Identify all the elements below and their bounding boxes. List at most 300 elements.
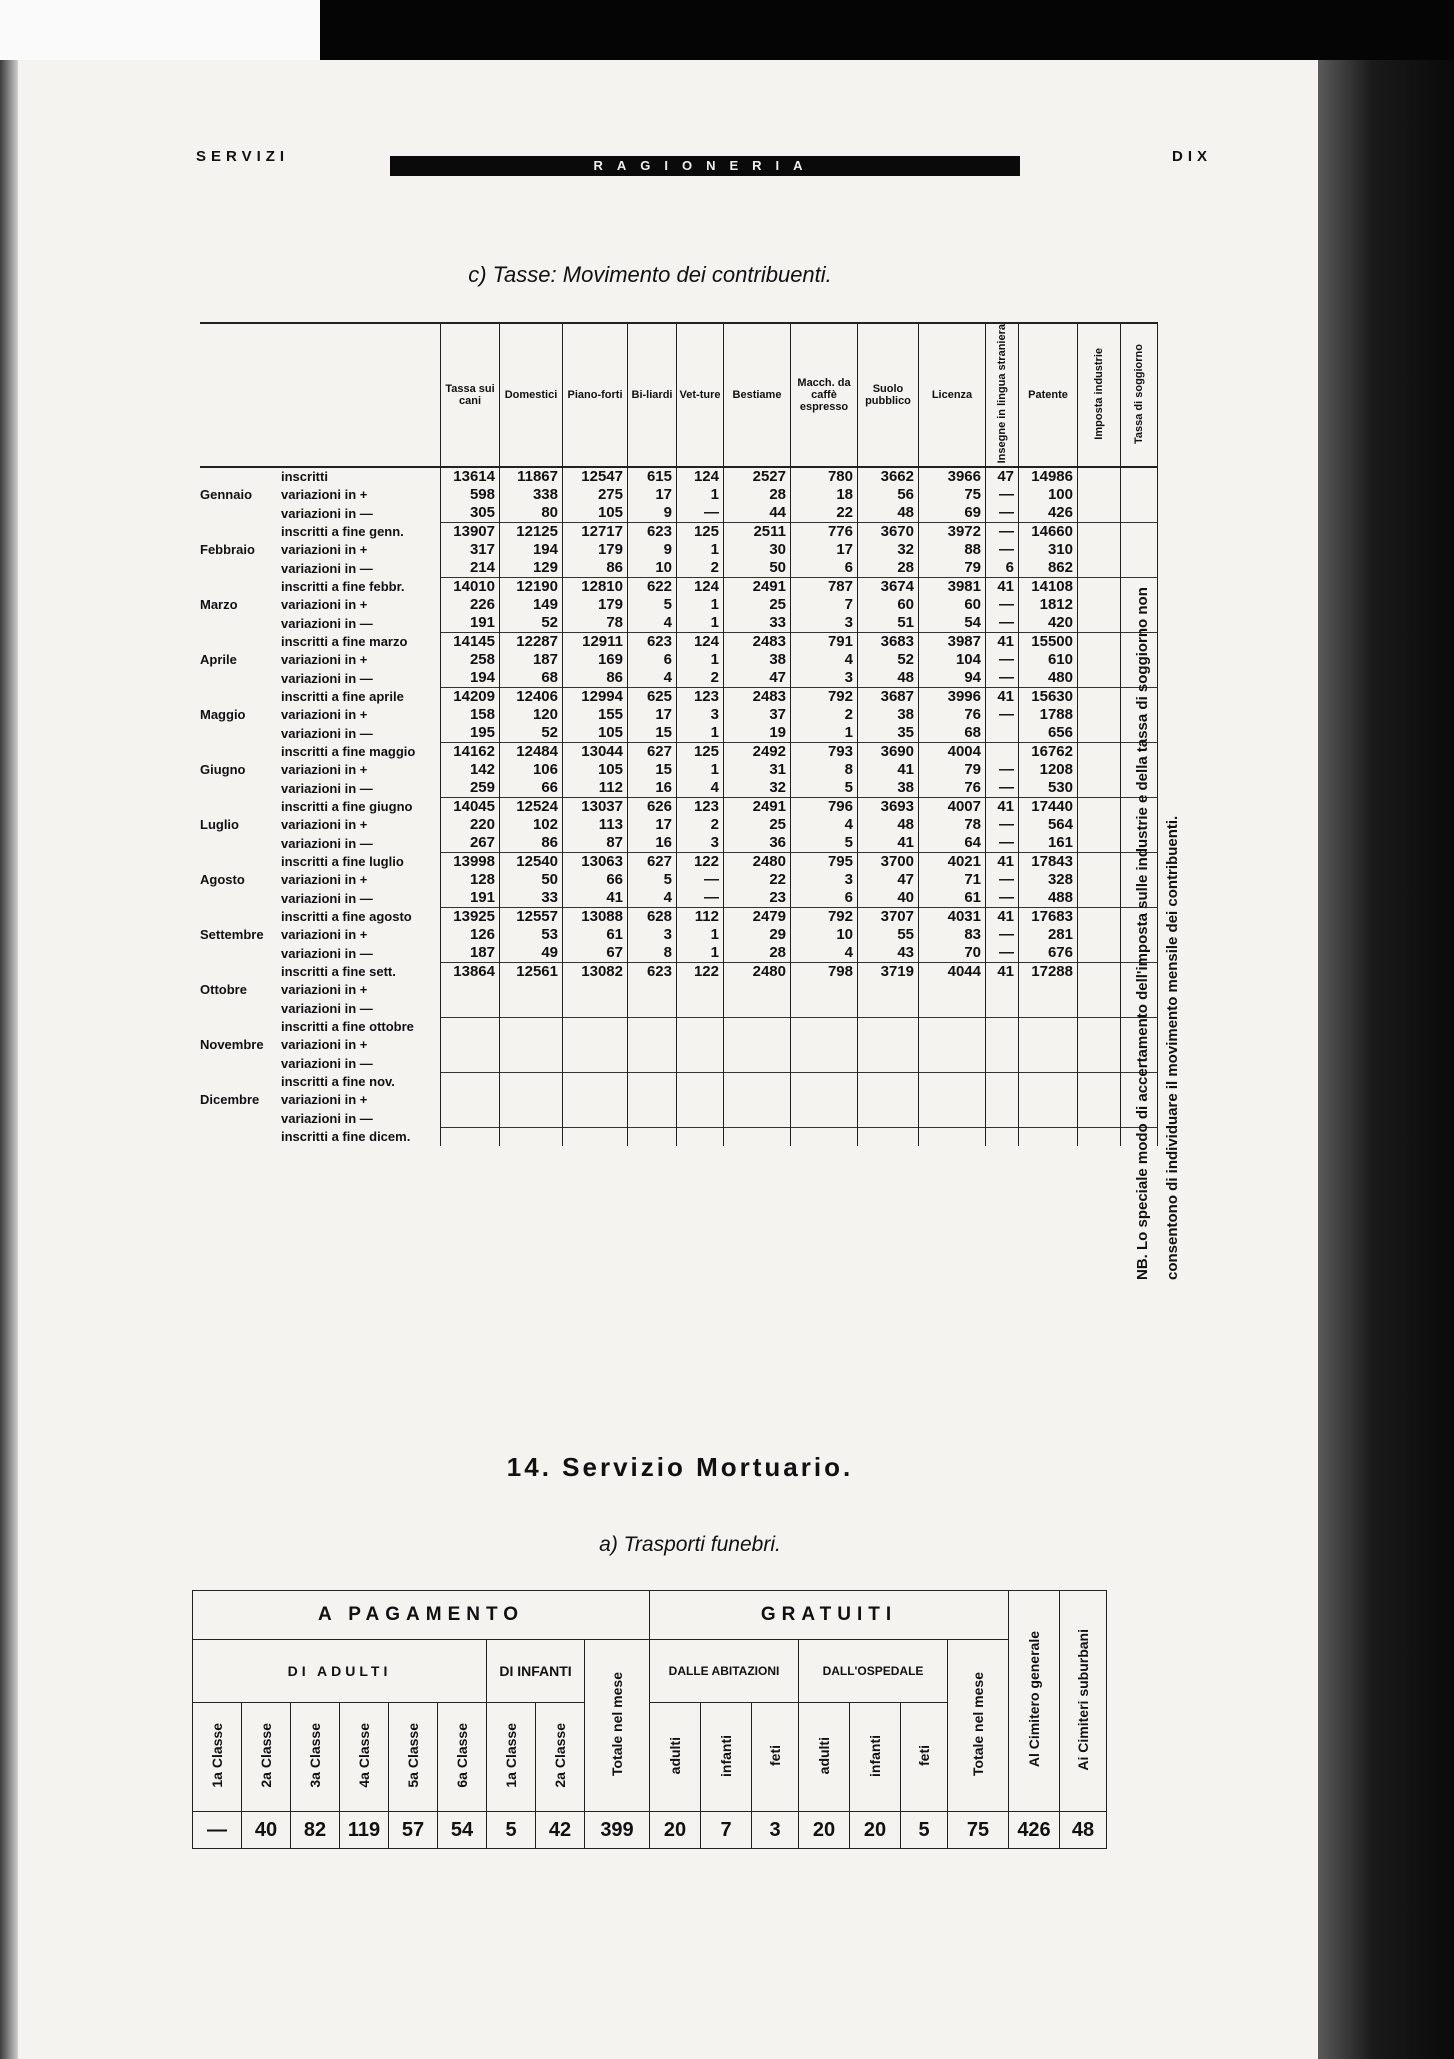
tax-value: 169	[563, 651, 628, 669]
funeral-col-header-text: Totale nel mese	[970, 1671, 986, 1776]
tax-value	[1078, 779, 1121, 798]
month-label	[200, 1128, 275, 1147]
tax-value	[1078, 523, 1121, 542]
tax-value: 33	[500, 889, 563, 908]
tax-value	[628, 1054, 677, 1073]
tax-row	[200, 596, 1158, 614]
tax-value: 17683	[1019, 908, 1078, 927]
tax-value: 626	[628, 798, 677, 817]
tax-value: 78	[919, 816, 986, 834]
funeral-value: 20	[850, 1812, 901, 1849]
tax-value	[677, 1091, 724, 1109]
tax-value: 2527	[724, 467, 791, 486]
row-label: variazioni in —	[275, 779, 441, 798]
tax-row	[200, 908, 1158, 927]
tax-value: 14660	[1019, 523, 1078, 542]
tax-value: 13864	[441, 963, 500, 982]
month-label	[200, 889, 275, 908]
funeral-col-header	[701, 1703, 752, 1812]
month-label: Ottobre	[200, 982, 247, 998]
tax-value: 2483	[724, 688, 791, 707]
tax-value	[1078, 614, 1121, 633]
tax-value: 776	[791, 523, 858, 542]
tax-value: 1	[677, 724, 724, 743]
tax-value	[1078, 1054, 1121, 1073]
tax-value: 106	[500, 761, 563, 779]
tax-value	[441, 1073, 500, 1092]
funeral-col-header-text: 5a Classe	[405, 1723, 421, 1788]
col-header-text: Insegne in lingua straniera	[996, 324, 1008, 464]
tax-value: 16	[628, 834, 677, 853]
funeral-col-header	[487, 1703, 536, 1812]
tax-value: 38	[724, 651, 791, 669]
row-label: inscritti	[275, 467, 441, 486]
row-label: variazioni in +	[275, 1091, 441, 1109]
tax-value: 53	[500, 926, 563, 944]
tax-value: 41	[986, 633, 1019, 652]
tax-value: 3966	[919, 467, 986, 486]
tax-value: 6	[791, 559, 858, 578]
tax-value	[791, 1054, 858, 1073]
tax-value: 61	[563, 926, 628, 944]
funeral-value: 5	[901, 1812, 948, 1849]
tax-value: 17	[628, 706, 677, 724]
tax-value	[628, 1036, 677, 1054]
row-label: variazioni in —	[275, 559, 441, 578]
tax-value: 795	[791, 853, 858, 872]
tax-value: 3719	[858, 963, 919, 982]
tax-value: 47	[724, 669, 791, 688]
funeral-col-header	[799, 1703, 850, 1812]
tax-value	[500, 1073, 563, 1092]
tax-value	[563, 999, 628, 1018]
tax-value: 28	[724, 944, 791, 963]
tax-value: 76	[919, 706, 986, 724]
tax-value: 17	[791, 541, 858, 559]
tax-row	[200, 779, 1158, 798]
tax-value	[724, 1036, 791, 1054]
tax-value: 75	[919, 486, 986, 504]
tax-value: 627	[628, 853, 677, 872]
funeral-col-header-text: Al Cimitero generale	[1026, 1631, 1042, 1768]
tax-value: 656	[1019, 724, 1078, 743]
tax-value: 226	[441, 596, 500, 614]
row-label: inscritti a fine febbr.	[275, 578, 441, 597]
month-label: Giugno	[200, 762, 246, 778]
tax-value	[1078, 578, 1121, 597]
tax-value: 66	[500, 779, 563, 798]
tax-value: 3683	[858, 633, 919, 652]
tax-value: —	[986, 651, 1019, 669]
tax-value	[1078, 1109, 1121, 1128]
tax-value: 3	[628, 926, 677, 944]
tax-value	[858, 1073, 919, 1092]
month-label	[200, 963, 275, 982]
funeral-col-header-text: 2a Classe	[258, 1723, 274, 1788]
tax-value	[441, 1054, 500, 1073]
tax-row	[200, 761, 1158, 779]
tax-value	[1078, 1128, 1121, 1147]
funeral-col-header-text: infanti	[718, 1734, 734, 1777]
tax-value	[1121, 541, 1158, 559]
funeral-col-header-text: 4a Classe	[356, 1723, 372, 1788]
tax-value: 2	[677, 559, 724, 578]
tax-value: 76	[919, 779, 986, 798]
month-label	[200, 669, 275, 688]
tax-value	[441, 999, 500, 1018]
tax-value: 35	[858, 724, 919, 743]
tax-value	[986, 724, 1019, 743]
tax-value: 792	[791, 908, 858, 927]
tax-value: 17440	[1019, 798, 1078, 817]
row-label: variazioni in +	[275, 541, 441, 559]
tax-value	[791, 1018, 858, 1037]
month-label	[200, 724, 275, 743]
tax-value: 52	[500, 724, 563, 743]
tax-value: 862	[1019, 559, 1078, 578]
tax-row	[200, 724, 1158, 743]
tax-value	[919, 1073, 986, 1092]
tax-value	[919, 981, 986, 999]
tax-value: 15	[628, 724, 677, 743]
tax-value: 2483	[724, 633, 791, 652]
col-header	[1078, 323, 1121, 467]
tax-value	[1078, 889, 1121, 908]
tax-value	[1019, 1054, 1078, 1073]
tax-value: 780	[791, 467, 858, 486]
row-label: variazioni in —	[275, 834, 441, 853]
tax-value: 480	[1019, 669, 1078, 688]
row-label: variazioni in +	[275, 871, 441, 889]
tax-value: 6	[791, 889, 858, 908]
tax-value: —	[986, 614, 1019, 633]
funeral-col-header-text: Totale nel mese	[609, 1671, 625, 1776]
funeral-col-header	[291, 1703, 340, 1812]
tax-value: 16762	[1019, 743, 1078, 762]
tax-value: 1	[677, 651, 724, 669]
tax-value: 12287	[500, 633, 563, 652]
tax-row	[200, 798, 1158, 817]
funeral-col-header-text: 6a Classe	[454, 1723, 470, 1788]
tax-value: 4	[791, 944, 858, 963]
funeral-col-header	[850, 1703, 901, 1812]
tax-value	[986, 1036, 1019, 1054]
funeral-value: 42	[536, 1812, 585, 1849]
row-label: variazioni in —	[275, 614, 441, 633]
month-label	[200, 523, 275, 542]
tax-value	[1078, 798, 1121, 817]
tax-value: 32	[858, 541, 919, 559]
funeral-col-header-text: 1a Classe	[209, 1723, 225, 1788]
tax-value	[628, 1091, 677, 1109]
tax-value: 2491	[724, 798, 791, 817]
tax-value	[986, 981, 1019, 999]
funeral-table-title: a) Trasporti funebri.	[599, 1533, 781, 1556]
tax-value: 3	[677, 834, 724, 853]
col-header	[1121, 323, 1158, 467]
row-label: inscritti a fine nov.	[275, 1073, 441, 1092]
month-label	[200, 1109, 275, 1128]
tax-value: 13925	[441, 908, 500, 927]
tax-value: 317	[441, 541, 500, 559]
tax-value: 12994	[563, 688, 628, 707]
tax-value: 310	[1019, 541, 1078, 559]
tax-value	[1019, 1091, 1078, 1109]
tax-value: 5	[791, 779, 858, 798]
row-label: variazioni in —	[275, 889, 441, 908]
tax-row	[200, 633, 1158, 652]
tax-value	[1078, 1073, 1121, 1092]
funeral-value: 426	[1009, 1812, 1060, 1849]
tax-value: —	[986, 926, 1019, 944]
tax-row	[200, 834, 1158, 853]
tax-value: 3	[791, 614, 858, 633]
tax-value: 100	[1019, 486, 1078, 504]
tax-value: 15630	[1019, 688, 1078, 707]
tax-value	[628, 1109, 677, 1128]
month-label: Dicembre	[200, 1092, 260, 1108]
tax-value: 38	[858, 706, 919, 724]
tax-value: 2	[791, 706, 858, 724]
tax-row	[200, 578, 1158, 597]
tax-value: 1	[677, 926, 724, 944]
tax-value: —	[986, 944, 1019, 963]
tax-value	[858, 1018, 919, 1037]
tax-value: 14986	[1019, 467, 1078, 486]
tax-value: 32	[724, 779, 791, 798]
funeral-col-header	[438, 1703, 487, 1812]
tax-value: 9	[628, 541, 677, 559]
tax-value	[1078, 486, 1121, 504]
tax-value: 194	[500, 541, 563, 559]
tax-value: 615	[628, 467, 677, 486]
funeral-value: 119	[340, 1812, 389, 1849]
tax-value: 17	[628, 486, 677, 504]
tax-value: 3662	[858, 467, 919, 486]
tax-value: 2480	[724, 853, 791, 872]
tax-value: —	[986, 871, 1019, 889]
tax-value	[791, 1091, 858, 1109]
funeral-col-header	[193, 1703, 242, 1812]
tax-value: 2479	[724, 908, 791, 927]
tax-value	[919, 1091, 986, 1109]
funeral-value: 20	[799, 1812, 850, 1849]
tax-table-title: c) Tasse: Movimento dei contribuenti.	[468, 262, 832, 287]
funeral-col-header-text: feti	[767, 1745, 783, 1766]
tax-value: 3700	[858, 853, 919, 872]
tax-value: 52	[858, 651, 919, 669]
tax-value	[441, 1036, 500, 1054]
tax-value: 267	[441, 834, 500, 853]
tax-value: 9	[628, 504, 677, 523]
tax-row	[200, 504, 1158, 523]
tax-row	[200, 706, 1158, 724]
tax-value	[677, 1054, 724, 1073]
tax-row	[200, 541, 1158, 559]
tax-value	[500, 1109, 563, 1128]
row-label: variazioni in —	[275, 724, 441, 743]
tax-value	[858, 1036, 919, 1054]
tax-value	[628, 1073, 677, 1092]
col-header: Licenza	[919, 323, 986, 467]
tax-value	[1078, 981, 1121, 999]
tax-value	[1078, 926, 1121, 944]
tax-value: 791	[791, 633, 858, 652]
tax-value: —	[677, 871, 724, 889]
tax-value: 79	[919, 761, 986, 779]
tax-value	[1019, 1018, 1078, 1037]
tax-value: 3690	[858, 743, 919, 762]
paid-header: A PAGAMENTO	[193, 1591, 650, 1640]
month-label	[200, 779, 275, 798]
tax-value: 50	[724, 559, 791, 578]
row-label: variazioni in +	[275, 761, 441, 779]
month-label: Agosto	[200, 872, 245, 888]
tax-value: 33	[724, 614, 791, 633]
tax-value	[724, 1128, 791, 1147]
tax-value	[1078, 963, 1121, 982]
tax-value	[919, 1054, 986, 1073]
tax-value: —	[986, 706, 1019, 724]
tax-row	[200, 871, 1158, 889]
tax-value	[858, 999, 919, 1018]
tax-value	[919, 1018, 986, 1037]
tax-value	[1078, 688, 1121, 707]
tax-note: NB. Lo speciale modo di accertamento dell'imposta sulle industrie e della tassa di soggiorno non consentono di individuare il movimento mensile dei contribuenti.	[1134, 587, 1181, 1280]
tax-table-body	[200, 467, 1158, 1146]
col-header: Piano-forti	[563, 323, 628, 467]
row-label: variazioni in —	[275, 944, 441, 963]
tax-value	[986, 743, 1019, 762]
tax-value: 88	[919, 541, 986, 559]
tax-value	[791, 981, 858, 999]
tax-value: 2492	[724, 743, 791, 762]
tax-value: 128	[441, 871, 500, 889]
funeral-value: —	[193, 1812, 242, 1849]
tax-value: 1208	[1019, 761, 1078, 779]
funeral-col-header-text: Ai Cimiteri suburbani	[1075, 1628, 1091, 1771]
tax-row	[200, 486, 1158, 504]
scan-corner	[0, 0, 320, 66]
tax-value: 798	[791, 963, 858, 982]
tax-value: 79	[919, 559, 986, 578]
tax-value: 50	[500, 871, 563, 889]
tax-value	[677, 1036, 724, 1054]
tax-value: 12810	[563, 578, 628, 597]
tax-value	[677, 1109, 724, 1128]
tax-value: 12561	[500, 963, 563, 982]
funeral-col-header	[536, 1703, 585, 1812]
tax-value: 47	[858, 871, 919, 889]
row-label: variazioni in +	[275, 816, 441, 834]
tax-value: 104	[919, 651, 986, 669]
tax-value	[563, 1073, 628, 1092]
tax-value	[1078, 1091, 1121, 1109]
funeral-values-row	[193, 1812, 1107, 1849]
tax-value	[1121, 559, 1158, 578]
tax-value: 598	[441, 486, 500, 504]
tax-value	[1019, 1128, 1078, 1147]
funeral-col-header-text: feti	[916, 1745, 932, 1766]
tax-value: 25	[724, 816, 791, 834]
tax-value: 43	[858, 944, 919, 963]
tax-value	[677, 1073, 724, 1092]
tax-value: 15	[628, 761, 677, 779]
tax-value	[1078, 1036, 1121, 1054]
tax-value: 52	[500, 614, 563, 633]
tax-value	[628, 981, 677, 999]
tax-value: 3972	[919, 523, 986, 542]
tax-value: 48	[858, 504, 919, 523]
tax-value: 149	[500, 596, 563, 614]
tax-value: 623	[628, 523, 677, 542]
tax-value: 41	[858, 834, 919, 853]
tax-value	[858, 981, 919, 999]
funeral-col-header	[752, 1703, 799, 1812]
tax-value: 488	[1019, 889, 1078, 908]
tax-value	[791, 1073, 858, 1092]
funeral-col-header	[340, 1703, 389, 1812]
funeral-value: 54	[438, 1812, 487, 1849]
tax-value: 158	[441, 706, 500, 724]
tax-value: 3981	[919, 578, 986, 597]
tax-value: 7	[791, 596, 858, 614]
tax-value: 3687	[858, 688, 919, 707]
hospital-header: DALL'OSPEDALE	[799, 1640, 948, 1703]
tax-value	[677, 981, 724, 999]
tax-value: 2491	[724, 578, 791, 597]
month-label: Aprile	[200, 652, 237, 668]
tax-value: 122	[677, 963, 724, 982]
tax-value	[986, 1073, 1019, 1092]
tax-value	[986, 1128, 1019, 1147]
running-head-right: DIX	[1172, 148, 1213, 165]
tax-value: 105	[563, 761, 628, 779]
tax-value: 4021	[919, 853, 986, 872]
tax-value: 4004	[919, 743, 986, 762]
tax-value: 17288	[1019, 963, 1078, 982]
tax-value: 124	[677, 467, 724, 486]
funeral-value: 40	[242, 1812, 291, 1849]
row-label: inscritti a fine dicem.	[275, 1128, 441, 1147]
month-label	[200, 908, 275, 927]
month-label	[200, 743, 275, 762]
tax-value: 5	[628, 596, 677, 614]
tax-value: 14145	[441, 633, 500, 652]
tax-row	[200, 743, 1158, 762]
tax-value	[500, 1036, 563, 1054]
label-header	[275, 323, 441, 467]
month-label	[200, 999, 275, 1018]
tax-value	[1078, 724, 1121, 743]
col-header: Domestici	[500, 323, 563, 467]
tax-row	[200, 688, 1158, 707]
tax-value: 6	[986, 559, 1019, 578]
month-label: Novembre	[200, 1037, 264, 1053]
tax-value: 3996	[919, 688, 986, 707]
tax-value: 123	[677, 798, 724, 817]
funeral-col-header	[1060, 1591, 1107, 1812]
tax-row	[200, 1073, 1158, 1092]
tax-value: 623	[628, 633, 677, 652]
month-label	[200, 1054, 275, 1073]
funeral-col-header	[242, 1703, 291, 1812]
tax-value	[724, 1073, 791, 1092]
tax-value: 126	[441, 926, 500, 944]
row-label: inscritti a fine ottobre	[275, 1018, 441, 1037]
infants-header: DI INFANTI	[487, 1640, 585, 1703]
tax-value	[858, 1109, 919, 1128]
